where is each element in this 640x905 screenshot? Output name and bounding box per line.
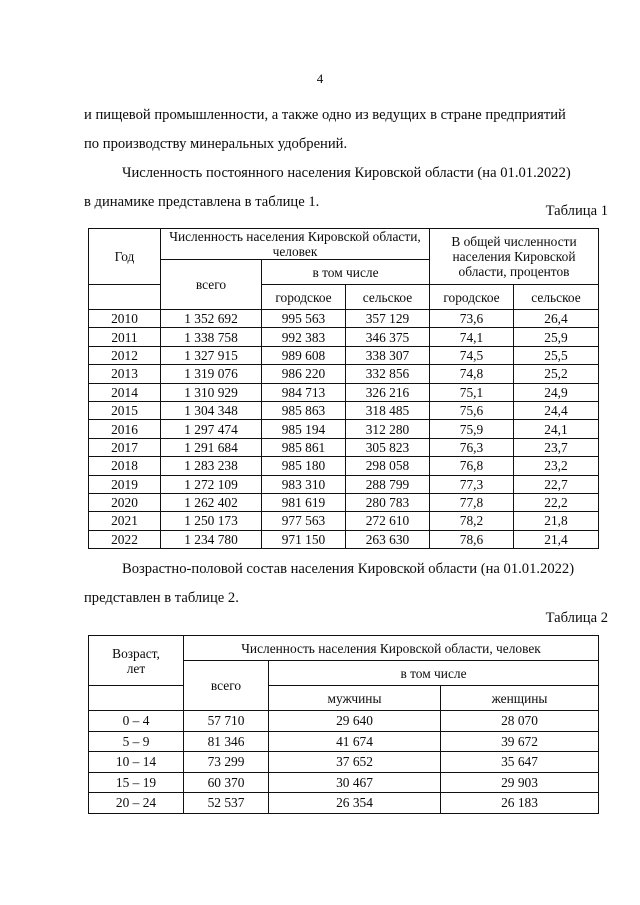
cell-total: 1 283 238: [161, 457, 262, 475]
header-age-line-1: Возраст,: [112, 645, 160, 661]
cell-urban-pct: 74,8: [430, 365, 514, 383]
cell-total: 1 327 915: [161, 346, 262, 364]
paragraph-agesex-intro-line-2: представлен в таблице 2.: [84, 590, 239, 606]
header-men: мужчины: [269, 686, 441, 711]
header-year: Год: [89, 229, 161, 285]
cell-urban-pct: 76,3: [430, 438, 514, 456]
table-population-dynamics: [88, 228, 599, 549]
cell-men: 29 640: [269, 711, 441, 732]
header-urban: городское: [262, 285, 346, 310]
cell-urban: 985 861: [262, 438, 346, 456]
cell-urban: 989 608: [262, 346, 346, 364]
paragraph-population-intro-line-1: Численность постоянного населения Кировской области (на 01.01.2022): [122, 165, 571, 181]
cell-year: 2014: [89, 383, 161, 401]
header-population-group: Численность населения Кировской области, человек: [161, 229, 430, 260]
cell-urban: 986 220: [262, 365, 346, 383]
cell-total: 1 272 109: [161, 475, 262, 493]
cell-urban: 981 619: [262, 493, 346, 511]
paragraph-agesex-intro-line-1: Возрастно-половой состав населения Кировской области (на 01.01.2022): [122, 561, 575, 577]
page-number: 4: [316, 71, 324, 86]
cell-rural-pct: 24,9: [514, 383, 599, 401]
cell-rural: 357 129: [346, 310, 430, 328]
header-share-rural: сельское: [514, 285, 599, 310]
cell-total: 1 234 780: [161, 530, 262, 548]
cell-urban-pct: 77,8: [430, 493, 514, 511]
header-age: [89, 636, 184, 686]
cell-women: 35 647: [441, 752, 599, 773]
header-total: всего: [184, 661, 269, 711]
cell-rural: 288 799: [346, 475, 430, 493]
header-among-which: в том числе: [269, 661, 599, 686]
paragraph-agesex-intro: [84, 555, 608, 613]
table-row: [89, 365, 599, 383]
table2-caption: Таблица 2: [545, 610, 608, 626]
cell-age: 5 – 9: [89, 731, 184, 752]
table-row: [89, 752, 599, 773]
cell-rural-pct: 25,5: [514, 346, 599, 364]
table-age-sex-composition: [88, 635, 599, 814]
cell-rural-pct: 22,2: [514, 493, 599, 511]
cell-rural: 263 630: [346, 530, 430, 548]
cell-urban-pct: 77,3: [430, 475, 514, 493]
cell-urban: 984 713: [262, 383, 346, 401]
cell-total: 57 710: [184, 711, 269, 732]
table-row: [89, 438, 599, 456]
cell-age: 20 – 24: [89, 793, 184, 814]
cell-rural-pct: 23,7: [514, 438, 599, 456]
table-row: [89, 731, 599, 752]
cell-men: 30 467: [269, 772, 441, 793]
cell-year: 2010: [89, 310, 161, 328]
paragraph-industry-line-1: и пищевой промышленности, а также одно из ведущих в стране предприятий: [84, 107, 566, 123]
table-row-header-1: [89, 229, 599, 260]
cell-urban: 992 383: [262, 328, 346, 346]
cell-urban: 985 194: [262, 420, 346, 438]
cell-urban-pct: 78,2: [430, 512, 514, 530]
cell-rural: 312 280: [346, 420, 430, 438]
cell-urban: 995 563: [262, 310, 346, 328]
cell-total: 1 338 758: [161, 328, 262, 346]
cell-year: 2015: [89, 401, 161, 419]
cell-urban: 985 863: [262, 401, 346, 419]
cell-year: 2016: [89, 420, 161, 438]
cell-year: 2012: [89, 346, 161, 364]
cell-rural-pct: 25,2: [514, 365, 599, 383]
table-row: [89, 772, 599, 793]
cell-total: 1 352 692: [161, 310, 262, 328]
cell-urban-pct: 74,1: [430, 328, 514, 346]
cell-rural: 272 610: [346, 512, 430, 530]
cell-men: 41 674: [269, 731, 441, 752]
cell-women: 28 070: [441, 711, 599, 732]
cell-urban-pct: 74,5: [430, 346, 514, 364]
header-among-which: в том числе: [262, 260, 430, 285]
cell-year: 2019: [89, 475, 161, 493]
cell-women: 26 183: [441, 793, 599, 814]
header-spacer-age: [89, 686, 184, 711]
header-age-line-2: лет: [126, 660, 146, 676]
cell-total: 1 291 684: [161, 438, 262, 456]
cell-urban-pct: 78,6: [430, 530, 514, 548]
cell-total: 1 250 173: [161, 512, 262, 530]
cell-urban: 971 150: [262, 530, 346, 548]
cell-rural: 346 375: [346, 328, 430, 346]
table-row: [89, 383, 599, 401]
table-row: [89, 475, 599, 493]
cell-women: 29 903: [441, 772, 599, 793]
cell-total: 81 346: [184, 731, 269, 752]
cell-urban-pct: 76,8: [430, 457, 514, 475]
cell-total: 1 304 348: [161, 401, 262, 419]
cell-men: 37 652: [269, 752, 441, 773]
cell-rural-pct: 21,8: [514, 512, 599, 530]
header-rural: сельское: [346, 285, 430, 310]
cell-women: 39 672: [441, 731, 599, 752]
header-total: всего: [161, 260, 262, 310]
header-share-urban: городское: [430, 285, 514, 310]
cell-year: 2021: [89, 512, 161, 530]
cell-urban-pct: 73,6: [430, 310, 514, 328]
header-women: женщины: [441, 686, 599, 711]
table-row-header-1: [89, 636, 599, 661]
table1-caption: Таблица 1: [545, 203, 608, 219]
cell-urban-pct: 75,1: [430, 383, 514, 401]
cell-year: 2022: [89, 530, 161, 548]
cell-year: 2018: [89, 457, 161, 475]
paragraph-industry-line-2: по производству минеральных удобрений.: [84, 136, 348, 152]
cell-total: 1 262 402: [161, 493, 262, 511]
cell-urban: 985 180: [262, 457, 346, 475]
table-row-header-3: [89, 686, 599, 711]
cell-rural: 280 783: [346, 493, 430, 511]
cell-rural-pct: 24,1: [514, 420, 599, 438]
cell-age: 10 – 14: [89, 752, 184, 773]
cell-rural-pct: 25,9: [514, 328, 599, 346]
cell-year: 2017: [89, 438, 161, 456]
cell-rural: 305 823: [346, 438, 430, 456]
cell-urban-pct: 75,6: [430, 401, 514, 419]
table-row: [89, 530, 599, 548]
table-row: [89, 420, 599, 438]
cell-rural: 338 307: [346, 346, 430, 364]
cell-rural: 326 216: [346, 383, 430, 401]
cell-age: 15 – 19: [89, 772, 184, 793]
cell-men: 26 354: [269, 793, 441, 814]
cell-rural-pct: 24,4: [514, 401, 599, 419]
cell-rural: 318 485: [346, 401, 430, 419]
cell-year: 2011: [89, 328, 161, 346]
cell-rural: 332 856: [346, 365, 430, 383]
header-share-group: В общей численности населения Кировской области, процентов: [430, 229, 599, 285]
cell-total: 52 537: [184, 793, 269, 814]
table-row: [89, 711, 599, 732]
cell-rural-pct: 23,2: [514, 457, 599, 475]
paragraph-industry: [84, 101, 608, 159]
table-row: [89, 457, 599, 475]
cell-urban-pct: 75,9: [430, 420, 514, 438]
table-row: [89, 401, 599, 419]
cell-year: 2013: [89, 365, 161, 383]
table-row: [89, 493, 599, 511]
cell-urban: 977 563: [262, 512, 346, 530]
cell-rural: 298 058: [346, 457, 430, 475]
paragraph-population-intro-line-2: в динамике представлена в таблице 1.: [84, 194, 320, 210]
table-row: [89, 512, 599, 530]
cell-total: 1 310 929: [161, 383, 262, 401]
cell-rural-pct: 21,4: [514, 530, 599, 548]
table-row: [89, 793, 599, 814]
cell-age: 0 – 4: [89, 711, 184, 732]
cell-rural-pct: 26,4: [514, 310, 599, 328]
table-row: [89, 310, 599, 328]
cell-total: 1 319 076: [161, 365, 262, 383]
cell-total: 73 299: [184, 752, 269, 773]
header-spacer-year: [89, 285, 161, 310]
cell-rural-pct: 22,7: [514, 475, 599, 493]
header-population-group: Численность населения Кировской области, человек: [184, 636, 599, 661]
cell-urban: 983 310: [262, 475, 346, 493]
cell-total: 60 370: [184, 772, 269, 793]
table-row: [89, 346, 599, 364]
cell-year: 2020: [89, 493, 161, 511]
cell-total: 1 297 474: [161, 420, 262, 438]
table-row: [89, 328, 599, 346]
